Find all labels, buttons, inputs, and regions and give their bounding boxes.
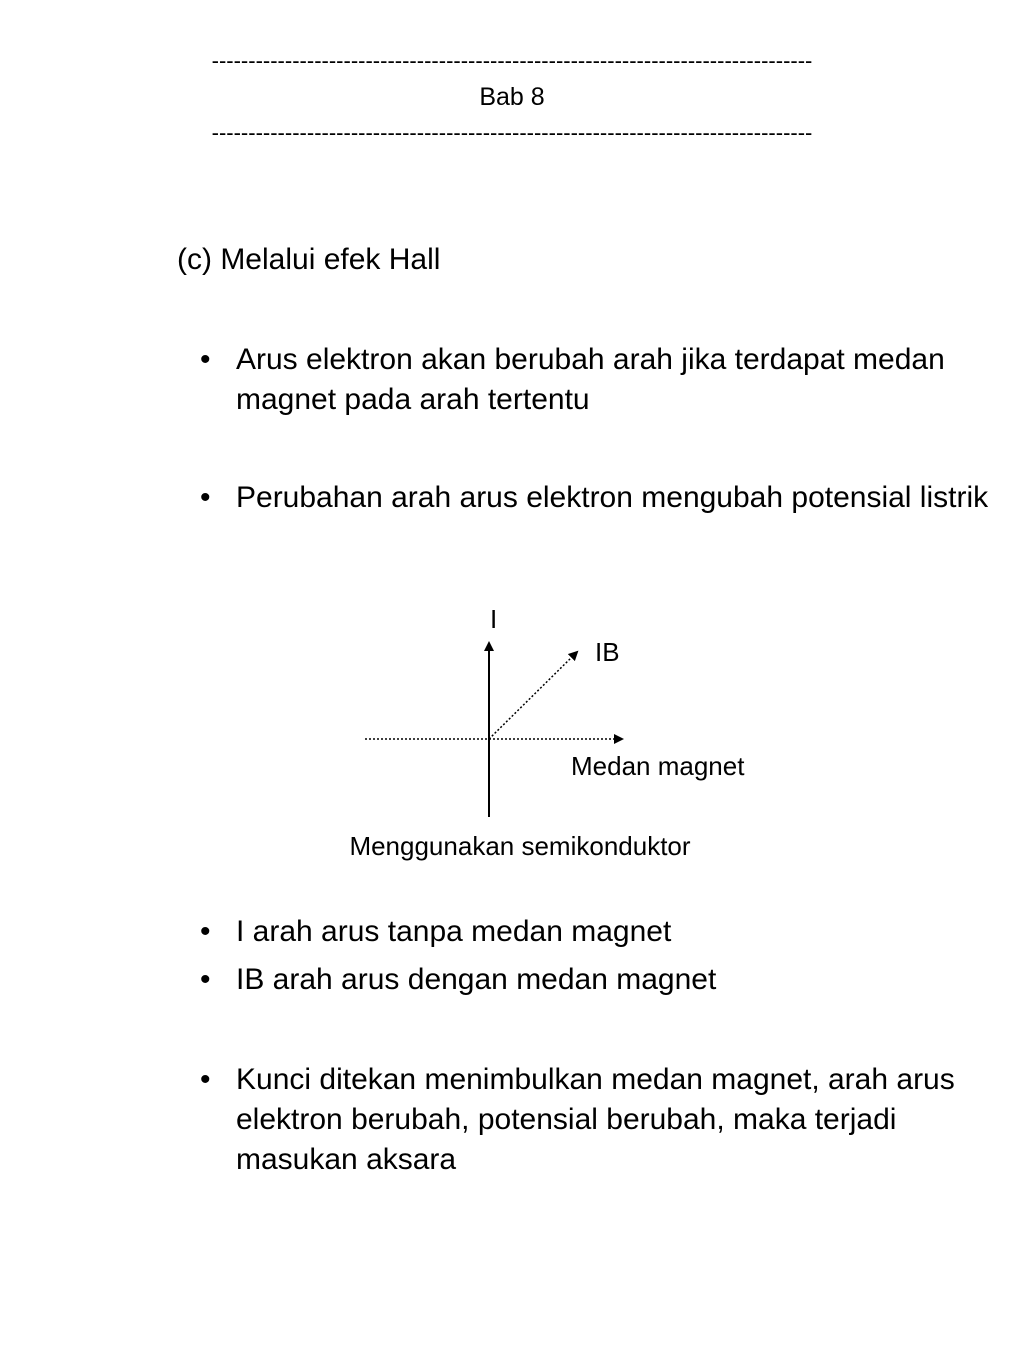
list-item (200, 1060, 990, 1180)
bullet-marker: • (200, 343, 211, 376)
list-item (200, 912, 990, 952)
bullet-text: I arah arus tanpa medan magnet (236, 915, 672, 948)
legend-bullet-list (200, 912, 990, 1000)
section-title: (c) Melalui efek Hall (177, 243, 441, 276)
current-label: I (490, 604, 498, 634)
diagram-caption: Menggunakan semikonduktor (349, 831, 691, 861)
list-item (200, 960, 990, 1000)
intro-bullet-list (200, 340, 990, 518)
bullet-text: Kunci ditekan menimbulkan medan magnet, arah arus elektron berubah, potensial berubah, maka terjadi masukan aksara (236, 1063, 955, 1176)
magnetic-field-label: Medan magnet (571, 751, 745, 781)
list-item (200, 340, 990, 420)
list-item (200, 478, 990, 518)
bullet-marker: • (200, 963, 211, 996)
deflected-current-arrow (489, 652, 577, 739)
hall-effect-diagram-svg (340, 595, 800, 835)
conclusion-bullet-list (200, 1060, 990, 1180)
bullet-marker: • (200, 1063, 211, 1096)
header-divider-top: ---------------------------------------------------------------------------------- (211, 48, 813, 73)
bullet-text: Arus elektron akan berubah arah jika terdapat medan magnet pada arah tertentu (236, 343, 945, 416)
bullet-text: IB arah arus dengan medan magnet (236, 963, 717, 996)
bullet-marker: • (200, 481, 211, 514)
hall-effect-diagram (340, 595, 800, 835)
bullet-text: Perubahan arah arus elektron mengubah potensial listrik (236, 481, 989, 514)
deflected-current-label: IB (595, 637, 620, 667)
chapter-title: Bab 8 (479, 83, 545, 111)
header-divider-bottom: ---------------------------------------------------------------------------------- (211, 120, 813, 145)
bullet-marker: • (200, 915, 211, 948)
